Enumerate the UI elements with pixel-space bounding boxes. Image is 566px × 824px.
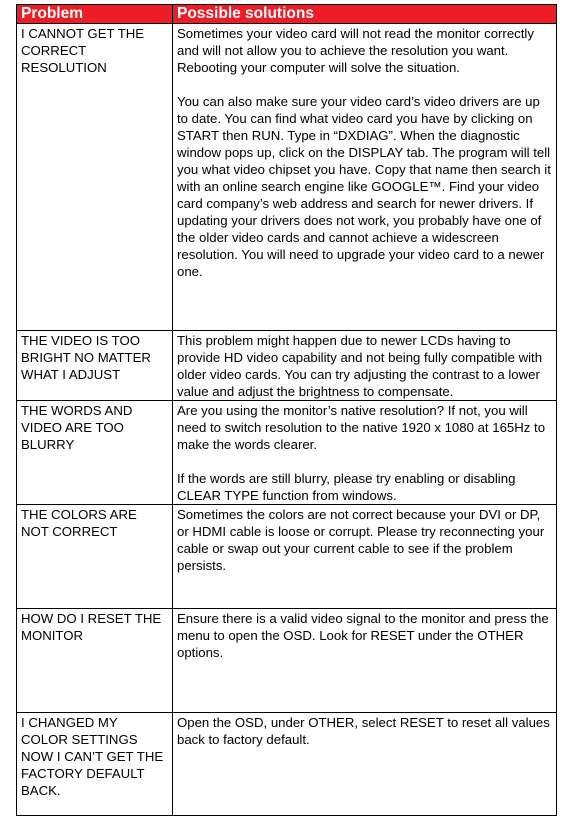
problem-column-header: Problem — [17, 5, 173, 24]
table-row — [17, 609, 557, 713]
solution-cell — [173, 713, 557, 816]
table-row — [17, 401, 557, 505]
troubleshooting-table — [16, 4, 557, 816]
solution-paragraph: Sometimes your video card will not read the monitor correctly and will not allow you to achieve the resolution you want. Rebooting your computer will solve the situation. — [177, 26, 534, 75]
solution-paragraph: Are you using the monitor’s native resolution? If not, you will need to switch resolution to the native 1920 x 1080 at 165Hz to make the words clearer. — [177, 403, 546, 452]
solution-cell — [173, 331, 557, 401]
solution-paragraph: If the words are still blurry, please try enabling or disabling CLEAR TYPE function from windows. — [177, 471, 516, 503]
problem-cell: THE VIDEO IS TOO BRIGHT NO MATTER WHAT I ADJUST — [17, 331, 173, 401]
table-header-row — [17, 5, 557, 24]
solution-cell — [173, 401, 557, 505]
problem-cell: HOW DO I RESET THE MONITOR — [17, 609, 173, 713]
problem-cell: I CANNOT GET THE CORRECT RESOLUTION — [17, 24, 173, 331]
solution-cell — [173, 24, 557, 331]
solution-paragraph: Open the OSD, under OTHER, select RESET to reset all values back to factory default. — [177, 715, 550, 747]
table-row — [17, 505, 557, 609]
solution-paragraph: Sometimes the colors are not correct because your DVI or DP, or HDMI cable is loose or corrupt. Please try reconnecting your cable or swap out your current cable to see if the problem persists. — [177, 507, 545, 573]
solution-paragraph: This problem might happen due to newer LCDs having to provide HD video capability and not being fully compatible with older video cards. You can try adjusting the contrast to a lower value and adjust the brightness to compensate. — [177, 333, 543, 399]
table-row — [17, 24, 557, 331]
table-row — [17, 331, 557, 401]
problem-cell: THE WORDS AND VIDEO ARE TOO BLURRY — [17, 401, 173, 505]
solution-paragraph: You can also make sure your video card’s video drivers are up to date. You can find what video card you have by clicking on START then RUN. Type in “DXDIAG”. When the diagnostic window pops up, click on the DISPLAY tab. The program will tell you what video chipset you have. Copy that name then search it with an online search engine like GOOGLE™. Find your video card company’s web address and search for newer drivers. If updating your drivers does not work, you probably have one of the older video cards and cannot achieve a widescreen resolution. You will need to upgrade your video card to a newer one. — [177, 94, 551, 279]
problem-cell: THE COLORS ARE NOT CORRECT — [17, 505, 173, 609]
solution-cell — [173, 505, 557, 609]
solutions-column-header: Possible solutions — [173, 5, 557, 24]
solution-paragraph: Ensure there is a valid video signal to the monitor and press the menu to open the OSD. Look for RESET under the OTHER options. — [177, 611, 549, 660]
problem-cell: I CHANGED MY COLOR SETTINGS NOW I CAN’T GET THE FACTORY DEFAULT BACK. — [17, 713, 173, 816]
solution-cell — [173, 609, 557, 713]
table-row — [17, 713, 557, 816]
